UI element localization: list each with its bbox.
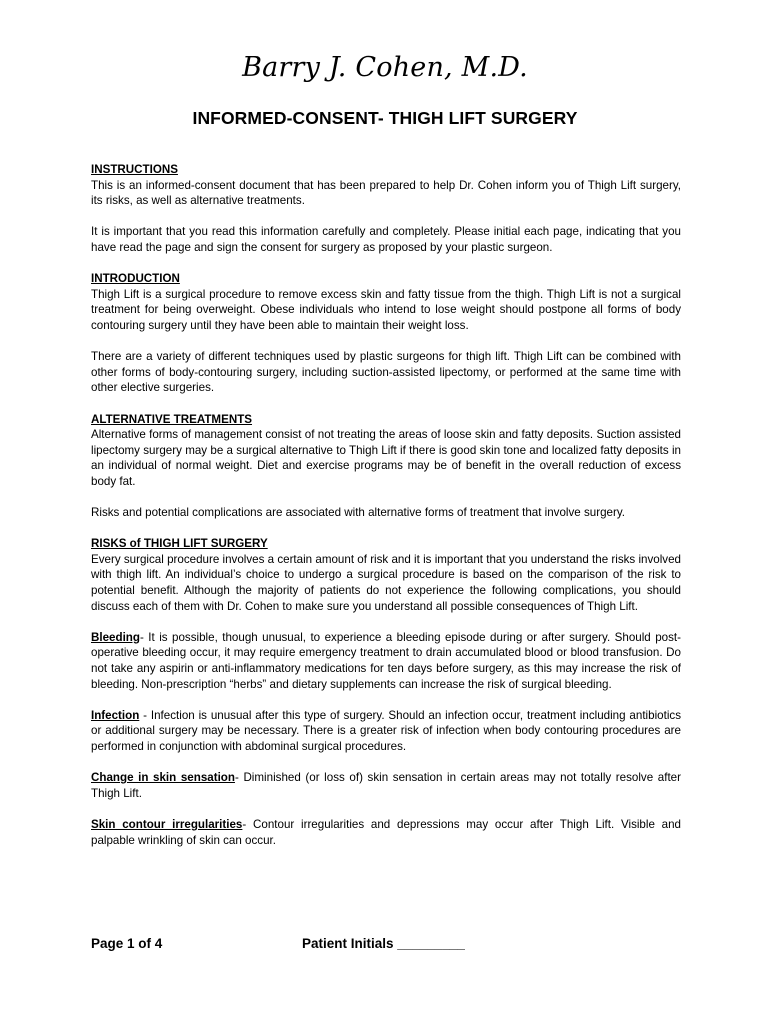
infection-paragraph bbox=[91, 708, 681, 755]
skin-contour-text: - Contour irregularities and depressions may occur after Thigh Lift. Visible and palpable wrinkling of skin can occur. bbox=[91, 817, 682, 847]
skin-contour-term: Skin contour irregularities bbox=[91, 817, 243, 831]
introduction-paragraph-1: Thigh Lift is a surgical procedure to remove excess skin and fatty tissue from the thigh. Thigh Lift is not a surgical treatment for being overweight. Obese individuals who intend to lose weight should postpone all forms of body contouring surgery until they have been able to maintain their weight loss. bbox=[91, 287, 681, 332]
introduction-section bbox=[91, 271, 681, 396]
instructions-paragraph-2: It is important that you read this information carefully and completely. Please initial each page, indicating that you have read the page and sign the consent for surgery as proposed by your plastic surgeon. bbox=[91, 225, 681, 254]
bleeding-term: Bleeding bbox=[91, 630, 140, 644]
introduction-heading: INTRODUCTION bbox=[91, 272, 180, 286]
skin-sensation-paragraph bbox=[91, 770, 681, 801]
instructions-heading: INSTRUCTIONS bbox=[91, 163, 178, 176]
risks-section bbox=[91, 536, 681, 848]
skin-contour-paragraph bbox=[91, 817, 681, 848]
introduction-paragraph-2: There are a variety of different techniques used by plastic surgeons for thigh lift. Thigh Lift can be combined with other forms of body-contouring surgery, including suction-assisted lipectomy, or performed at the same time with other elective surgeries. bbox=[91, 350, 681, 395]
document-body bbox=[91, 162, 681, 864]
skin-sensation-text: - Diminished (or loss of) skin sensation in certain areas may not totally resolve after Thigh Lift. bbox=[91, 771, 681, 800]
alternatives-heading: ALTERNATIVE TREATMENTS bbox=[91, 412, 253, 426]
risks-heading: RISKS of THIGH LIFT SURGERY bbox=[91, 537, 268, 551]
document-title: INFORMED-CONSENT- THIGH LIFT SURGERY bbox=[192, 108, 578, 128]
doctor-name-heading: Barry J. Cohen, M.D. bbox=[242, 52, 528, 83]
skin-sensation-term: Change in skin sensation bbox=[91, 771, 235, 785]
bleeding-text: - It is possible, though unusual, to experience a bleeding episode during or after surgery. Should post-operative bleeding occur, it may require emergency treatment to drain accumulated blood or blood transfusion. Do not take any aspirin or anti-inflammatory medications for ten days before surgery, as this may increase the risk of bleeding. Non-prescription “herbs” and dietary supplements can increase the risk of surgical bleeding. bbox=[91, 630, 681, 691]
patient-initials-field: Patient Initials _________ bbox=[302, 936, 465, 951]
bleeding-paragraph bbox=[91, 630, 681, 692]
alternatives-section bbox=[91, 412, 681, 521]
alternatives-paragraph-2: Risks and potential complications are associated with alternative forms of treatment that involve surgery. bbox=[91, 506, 625, 520]
instructions-paragraph-1: This is an informed-consent document that has been prepared to help Dr. Cohen inform you of Thigh Lift surgery, its risks, as well as alternative treatments. bbox=[91, 178, 681, 208]
alternatives-paragraph-1: Alternative forms of management consist of not treating the areas of loose skin and fatty deposits. Suction assisted lipectomy surgery may be a surgical alternative to Thigh Lift if there is good skin tone and localized fatty deposits in an individual of normal weight. Diet and exercise programs may be of benefit in the overall reduction of excess body fat. bbox=[91, 428, 681, 488]
page-number: Page 1 of 4 bbox=[91, 936, 163, 951]
infection-text: - Infection is unusual after this type of surgery. Should an infection occur, treatment including antibiotics or additional surgery may be necessary. There is a greater risk of infection when body contouring procedures are performed in conjunction with abdominal surgical procedures. bbox=[91, 708, 681, 753]
risks-paragraph-1: Every surgical procedure involves a certain amount of risk and it is important that you understand the risks involved with thigh lift. An individual’s choice to undergo a surgical procedure is based on the comparison of the risk to potential benefit. Although the majority of patients do not experience the following complications, you should discuss each of them with Dr. Cohen to make sure you understand all possible consequences of Thigh Lift. bbox=[91, 552, 681, 613]
instructions-section bbox=[91, 162, 681, 256]
infection-term: Infection bbox=[91, 708, 140, 722]
